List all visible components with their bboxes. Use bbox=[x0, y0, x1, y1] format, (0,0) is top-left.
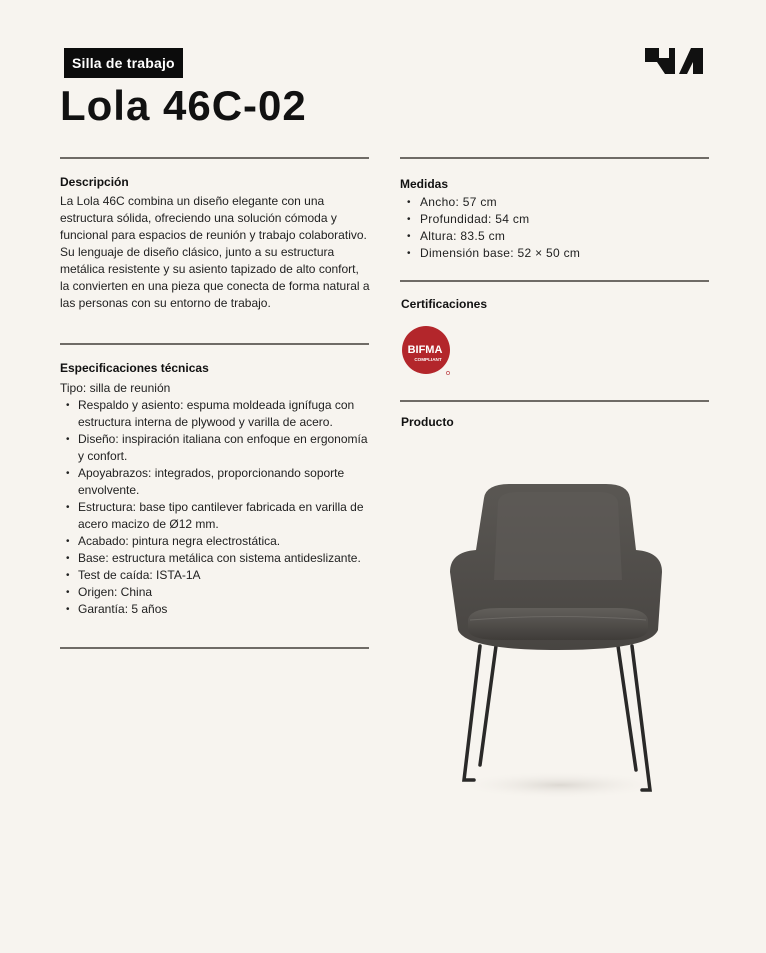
divider bbox=[400, 280, 709, 282]
list-item: • Respaldo y asiento: espuma moldeada ignífuga con estructura interna de plywood y varilla de acero. bbox=[60, 397, 372, 431]
list-item: • Apoyabrazos: integrados, proporcionando soporte envolvente. bbox=[60, 465, 372, 499]
bifma-badge-icon bbox=[401, 326, 453, 376]
product-heading: Producto bbox=[401, 415, 454, 429]
certifications-heading: Certificaciones bbox=[401, 297, 488, 311]
list-item: • Diseño: inspiración italiana con enfoque en ergonomía y confort. bbox=[60, 431, 372, 465]
specs-list bbox=[60, 380, 372, 618]
specs-heading: Especificaciones técnicas bbox=[60, 361, 209, 375]
list-item: • Ancho: 57 cm bbox=[401, 194, 580, 211]
list-item: • Dimensión base: 52 × 50 cm bbox=[401, 245, 580, 262]
svg-text:COMPLIANT: COMPLIANT bbox=[414, 357, 442, 362]
list-item: • Profundidad: 54 cm bbox=[401, 211, 580, 228]
svg-text:BIFMA: BIFMA bbox=[407, 344, 443, 356]
measures-heading: Medidas bbox=[400, 177, 449, 191]
list-item: • Base: estructura metálica con sistema antideslizante. bbox=[60, 550, 372, 567]
divider bbox=[60, 157, 369, 159]
description-heading: Descripción bbox=[60, 175, 129, 189]
list-item: • Test de caída: ISTA-1A bbox=[60, 567, 372, 584]
description-paragraph: Su lenguaje de diseño clásico, junto a su estructura metálica resistente y su asiento tapizado de alto confort, la convierten en una pieza que conecta de forma natural a las personas con su entorno de trabajo. bbox=[60, 245, 370, 310]
divider bbox=[60, 343, 369, 345]
divider bbox=[400, 157, 709, 159]
page-title: Lola 46C-02 bbox=[60, 82, 307, 129]
list-item: • Origen: China bbox=[60, 584, 372, 601]
description-text bbox=[60, 193, 370, 312]
list-item: • Acabado: pintura negra electrostática. bbox=[60, 533, 372, 550]
specs-type: Tipo: silla de reunión bbox=[60, 381, 171, 395]
description-paragraph: La Lola 46C combina un diseño elegante con una estructura sólida, ofreciendo una solución cómoda y funcional para espacios de reunión y trabajo colaborativo. bbox=[60, 194, 367, 242]
divider bbox=[400, 400, 709, 402]
list-item: • Estructura: base tipo cantilever fabricada en varilla de acero macizo de Ø12 mm. bbox=[60, 499, 372, 533]
chair-image bbox=[440, 480, 680, 810]
list-item: • Garantía: 5 años bbox=[60, 601, 372, 618]
measures-list bbox=[401, 194, 580, 262]
divider bbox=[60, 647, 369, 649]
brand-logo-icon bbox=[645, 48, 703, 74]
list-item: • Altura: 83.5 cm bbox=[401, 228, 580, 245]
category-badge: Silla de trabajo bbox=[64, 48, 183, 78]
